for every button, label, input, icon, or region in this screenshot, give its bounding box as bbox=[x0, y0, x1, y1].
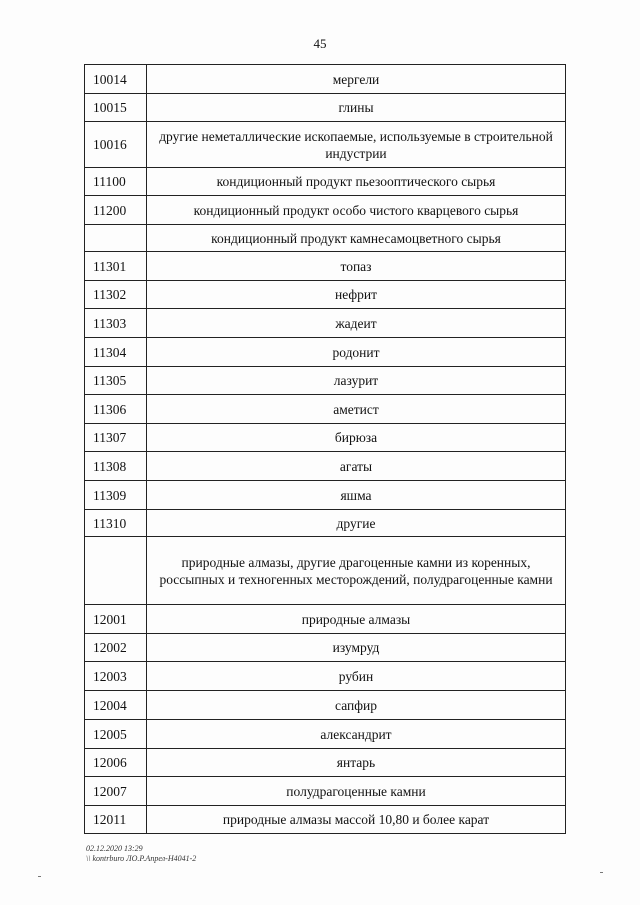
footer-date: 02.12.2020 13:29 bbox=[86, 844, 143, 853]
table-row bbox=[85, 252, 566, 281]
row-code: 11302 bbox=[85, 281, 147, 309]
row-code: 10016 bbox=[85, 122, 147, 168]
table-row bbox=[85, 309, 566, 338]
row-name: нефрит bbox=[147, 281, 566, 309]
table-row bbox=[85, 65, 566, 94]
row-code: 12003 bbox=[85, 662, 147, 691]
row-name: другие bbox=[147, 510, 566, 537]
row-code: 12004 bbox=[85, 691, 147, 720]
row-name: кондиционный продукт камнесамоцветного сырья bbox=[147, 225, 566, 252]
table-row bbox=[85, 634, 566, 662]
table-row bbox=[85, 122, 566, 168]
table-row bbox=[85, 424, 566, 452]
table-row bbox=[85, 481, 566, 510]
row-name: другие неметаллические ископаемые, используемые в строительной индустрии bbox=[147, 122, 566, 168]
table-row bbox=[85, 749, 566, 777]
row-name: кондиционный продукт пьезооптического сырья bbox=[147, 168, 566, 196]
row-code: 12005 bbox=[85, 720, 147, 749]
row-name: бирюза bbox=[147, 424, 566, 452]
row-code: 10015 bbox=[85, 94, 147, 122]
table-row bbox=[85, 777, 566, 806]
row-code: 12011 bbox=[85, 806, 147, 834]
row-code bbox=[85, 537, 147, 605]
table-row bbox=[85, 605, 566, 634]
row-name: агаты bbox=[147, 452, 566, 481]
table-row bbox=[85, 537, 566, 605]
row-name: природные алмазы, другие драгоценные камни из коренных, россыпных и техногенных месторождений, полудрагоценные камни bbox=[147, 537, 566, 605]
table-row bbox=[85, 452, 566, 481]
table-body bbox=[85, 65, 566, 834]
row-name: лазурит bbox=[147, 367, 566, 395]
row-code: 11303 bbox=[85, 309, 147, 338]
row-code: 11309 bbox=[85, 481, 147, 510]
row-name: топаз bbox=[147, 252, 566, 281]
codes-table bbox=[84, 64, 566, 834]
row-code: 11306 bbox=[85, 395, 147, 424]
row-name: сапфир bbox=[147, 691, 566, 720]
row-name: жадеит bbox=[147, 309, 566, 338]
row-code: 11310 bbox=[85, 510, 147, 537]
row-name: природные алмазы массой 10,80 и более карат bbox=[147, 806, 566, 834]
scan-speck bbox=[600, 872, 603, 873]
table-row bbox=[85, 225, 566, 252]
row-name: глины bbox=[147, 94, 566, 122]
row-name: рубин bbox=[147, 662, 566, 691]
row-code: 12007 bbox=[85, 777, 147, 806]
row-code: 11308 bbox=[85, 452, 147, 481]
table-row bbox=[85, 720, 566, 749]
table-row bbox=[85, 94, 566, 122]
row-name: мергели bbox=[147, 65, 566, 94]
footer-path: \\ kontrburo ЛО.Р.Апрел-Н4041-2 bbox=[86, 854, 197, 863]
scan-speck bbox=[38, 876, 41, 877]
row-name: изумруд bbox=[147, 634, 566, 662]
row-code: 11304 bbox=[85, 338, 147, 367]
table-row bbox=[85, 662, 566, 691]
table-row bbox=[85, 395, 566, 424]
row-code: 11301 bbox=[85, 252, 147, 281]
table-row bbox=[85, 168, 566, 196]
row-code: 10014 bbox=[85, 65, 147, 94]
row-name: кондиционный продукт особо чистого кварцевого сырья bbox=[147, 196, 566, 225]
row-name: родонит bbox=[147, 338, 566, 367]
table-row bbox=[85, 367, 566, 395]
row-code: 11200 bbox=[85, 196, 147, 225]
page-number: 45 bbox=[313, 36, 327, 51]
row-code: 12006 bbox=[85, 749, 147, 777]
row-name: александрит bbox=[147, 720, 566, 749]
row-code bbox=[85, 225, 147, 252]
table-row bbox=[85, 510, 566, 537]
table-row bbox=[85, 281, 566, 309]
table-row bbox=[85, 196, 566, 225]
row-name: природные алмазы bbox=[147, 605, 566, 634]
table-row bbox=[85, 806, 566, 834]
row-name: янтарь bbox=[147, 749, 566, 777]
row-code: 11305 bbox=[85, 367, 147, 395]
footer-stamp bbox=[86, 844, 196, 864]
table-row bbox=[85, 691, 566, 720]
row-name: полудрагоценные камни bbox=[147, 777, 566, 806]
row-code: 11100 bbox=[85, 168, 147, 196]
row-code: 12001 bbox=[85, 605, 147, 634]
row-code: 12002 bbox=[85, 634, 147, 662]
table-row bbox=[85, 338, 566, 367]
row-name: яшма bbox=[147, 481, 566, 510]
row-code: 11307 bbox=[85, 424, 147, 452]
row-name: аметист bbox=[147, 395, 566, 424]
